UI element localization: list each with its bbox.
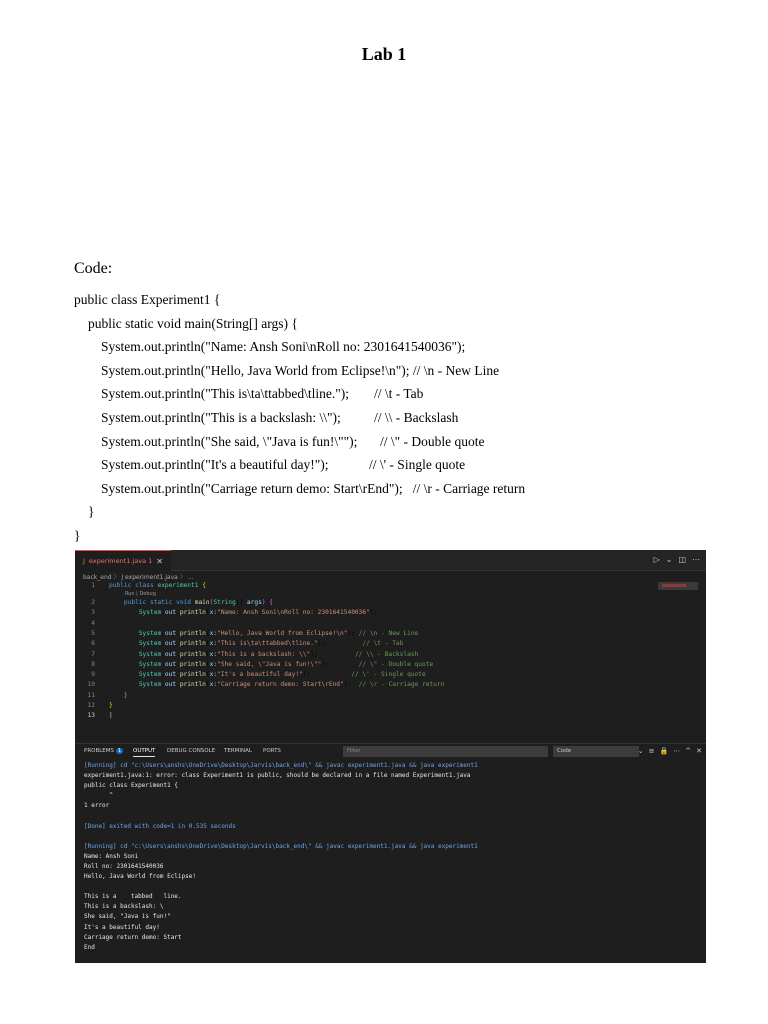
editor-tab[interactable] — [75, 550, 171, 571]
more-icon[interactable]: ⋯ — [692, 555, 700, 564]
line-number: 13 — [87, 712, 95, 720]
maximize-panel-icon[interactable]: ^ — [685, 747, 692, 755]
source-code: System.out.println("Carriage return demo: Start\rEnd"); // \r - Carriage return — [101, 480, 526, 496]
source-code: public class Experiment1 { — [74, 292, 221, 307]
line-number: 9 — [91, 671, 95, 679]
line-number: 4 — [91, 619, 95, 627]
output-line: [Done] exited with code=1 in 0.535 seconds — [84, 822, 236, 830]
close-icon[interactable]: ✕ — [156, 556, 163, 566]
source-line — [74, 359, 525, 383]
panel-tab-bar — [75, 743, 706, 760]
output-log[interactable] — [84, 762, 699, 954]
chevron-down-icon[interactable]: ⌄ — [665, 555, 673, 564]
editor-tab-label: experiment1.java 1 — [88, 557, 153, 565]
output-line: Name: Ansh Soni — [84, 852, 139, 860]
java-file-icon: J — [83, 557, 85, 565]
line-number: 2 — [91, 599, 95, 606]
output-line: This is a backslash: \ — [84, 903, 164, 911]
source-line — [74, 524, 525, 548]
code-line: System.out.println(x:"This is\ta\ttabbed\tline."); // \t - Tab — [138, 640, 404, 648]
output-line: This is a tabbed line. — [84, 893, 182, 901]
tab-ports[interactable]: PORTS — [263, 748, 281, 754]
source-code: System.out.println("This is a backslash: \\"); — [101, 409, 341, 425]
source-line — [74, 382, 525, 406]
tab-problems[interactable]: PROBLEMS 1 — [84, 748, 122, 754]
split-editor-icon[interactable]: ◫ — [678, 555, 686, 564]
output-line: ^ — [84, 792, 113, 800]
code-line: public class experiment1 { — [109, 582, 206, 589]
output-line — [84, 883, 699, 893]
code-line: System.out.println(x:"She said, \"Java is fun!\""); // \" - Double quote — [138, 660, 434, 668]
list-icon[interactable]: ≡ — [648, 747, 655, 755]
tab-output[interactable]: OUTPUT — [133, 748, 155, 757]
editor-tab-bar — [75, 550, 706, 571]
source-code: } — [74, 527, 81, 543]
line-number: 6 — [91, 640, 95, 648]
output-channel-select[interactable]: Code — [553, 746, 639, 757]
source-comment: // \\ - Backslash — [374, 409, 459, 425]
line-number: 11 — [87, 691, 95, 699]
code-line: } — [123, 691, 128, 699]
source-line — [74, 477, 525, 501]
code-heading: Code: — [74, 260, 113, 277]
codelens-run-debug[interactable]: Run | Debug — [125, 591, 156, 597]
code-line: System.out.println(x:"It's a beautiful day!"); // \' - Single quote — [138, 671, 426, 679]
source-code: System.out.println("This is\ta\ttabbed\tline."); — [101, 386, 349, 402]
source-code: System.out.println("Name: Ansh Soni\nRoll no: 2301641540036"); — [101, 339, 466, 355]
chevron-down-icon[interactable]: ⌄ — [637, 747, 644, 755]
problems-count-badge: 1 — [118, 748, 122, 754]
filter-input[interactable]: Filter — [343, 746, 548, 757]
source-code: } — [88, 504, 95, 520]
source-code: System.out.println("Hello, Java World from Eclipse!\n"); // \n - New Line — [101, 362, 500, 378]
output-line: Carriage return demo: Start — [84, 933, 182, 941]
breadcrumb[interactable]: back_end 〉 J experiment1.java 〉 ... — [83, 574, 194, 581]
lock-icon[interactable]: 🔒 — [659, 747, 669, 755]
more-icon[interactable]: ⋯ — [673, 747, 681, 755]
output-line: [Running] cd "c:\Users\anshs\OneDrive\Desktop\Jarvis\back_end\" && javac experiment1.java && java experiment1 — [84, 842, 478, 850]
line-number: 1 — [91, 582, 95, 589]
source-comment: // \' - Single quote — [369, 457, 466, 473]
output-line: It's a beautiful day! — [84, 923, 160, 931]
output-line: Hello, Java World from Eclipse! — [84, 873, 196, 881]
source-code-block — [74, 288, 525, 548]
code-line: public static void main(String[] args) { — [123, 599, 274, 606]
text-cursor: | — [109, 712, 113, 720]
line-number: 5 — [91, 629, 95, 637]
panel-actions — [638, 747, 702, 755]
tab-terminal[interactable]: TERMINAL — [224, 748, 252, 754]
output-line — [84, 833, 699, 843]
line-number: 3 — [91, 609, 95, 617]
code-line: System.out.println(x:"Name: Ansh Soni\nRoll no: 2301641540036"); — [138, 609, 378, 617]
editor-actions — [654, 555, 700, 564]
source-code: System.out.println("She said, \"Java is fun!\""); — [101, 433, 358, 449]
line-number: 10 — [87, 681, 95, 689]
line-number: 8 — [91, 660, 95, 668]
output-line: Roll no: 2301641540036 — [84, 862, 164, 870]
code-line: } — [109, 702, 113, 709]
close-panel-icon[interactable]: ✕ — [696, 747, 702, 755]
output-line: She said, "Java is fun!" — [84, 913, 171, 921]
source-line — [74, 453, 525, 477]
run-icon[interactable]: ▷ — [653, 555, 660, 564]
source-line — [74, 335, 525, 359]
output-line: experiment1.java:1: error: class Experiment1 is public, should be declared in a file named Experiment1.java — [84, 772, 471, 780]
output-line: 1 error — [84, 802, 110, 810]
output-line: public class Experiment1 { — [84, 782, 178, 790]
source-line — [74, 288, 525, 312]
source-code: System.out.println("It's a beautiful day!"); — [101, 457, 329, 473]
source-comment: // \t - Tab — [374, 386, 424, 402]
document-title: Lab 1 — [361, 44, 407, 64]
code-line: System.out.println(x:"Hello, Java World from Eclipse!\n"); // \n - New Line — [138, 629, 419, 637]
line-number: 7 — [91, 650, 95, 658]
source-code: public static void main(String[] args) { — [88, 315, 298, 331]
output-line: End — [84, 943, 95, 951]
source-line — [74, 430, 525, 454]
vscode-screenshot — [75, 550, 706, 963]
source-line — [74, 406, 525, 430]
output-line: [Running] cd "c:\Users\anshs\OneDrive\Desktop\Jarvis\back_end\" && javac experiment1.java && java experiment1 — [84, 762, 478, 769]
code-line: System.out.println(x:"Carriage return demo: Start\rEnd"); // \r - Carriage return — [138, 681, 445, 689]
tab-debug-console[interactable]: DEBUG CONSOLE — [167, 748, 216, 754]
code-line: System.out.println(x:"This is a backslash: \\"); // \\ - Backslash — [138, 650, 419, 658]
source-line — [74, 500, 525, 524]
output-line — [84, 812, 699, 822]
source-comment: // \" - Double quote — [380, 433, 485, 449]
source-line — [74, 312, 525, 336]
line-number: 12 — [87, 702, 95, 709]
